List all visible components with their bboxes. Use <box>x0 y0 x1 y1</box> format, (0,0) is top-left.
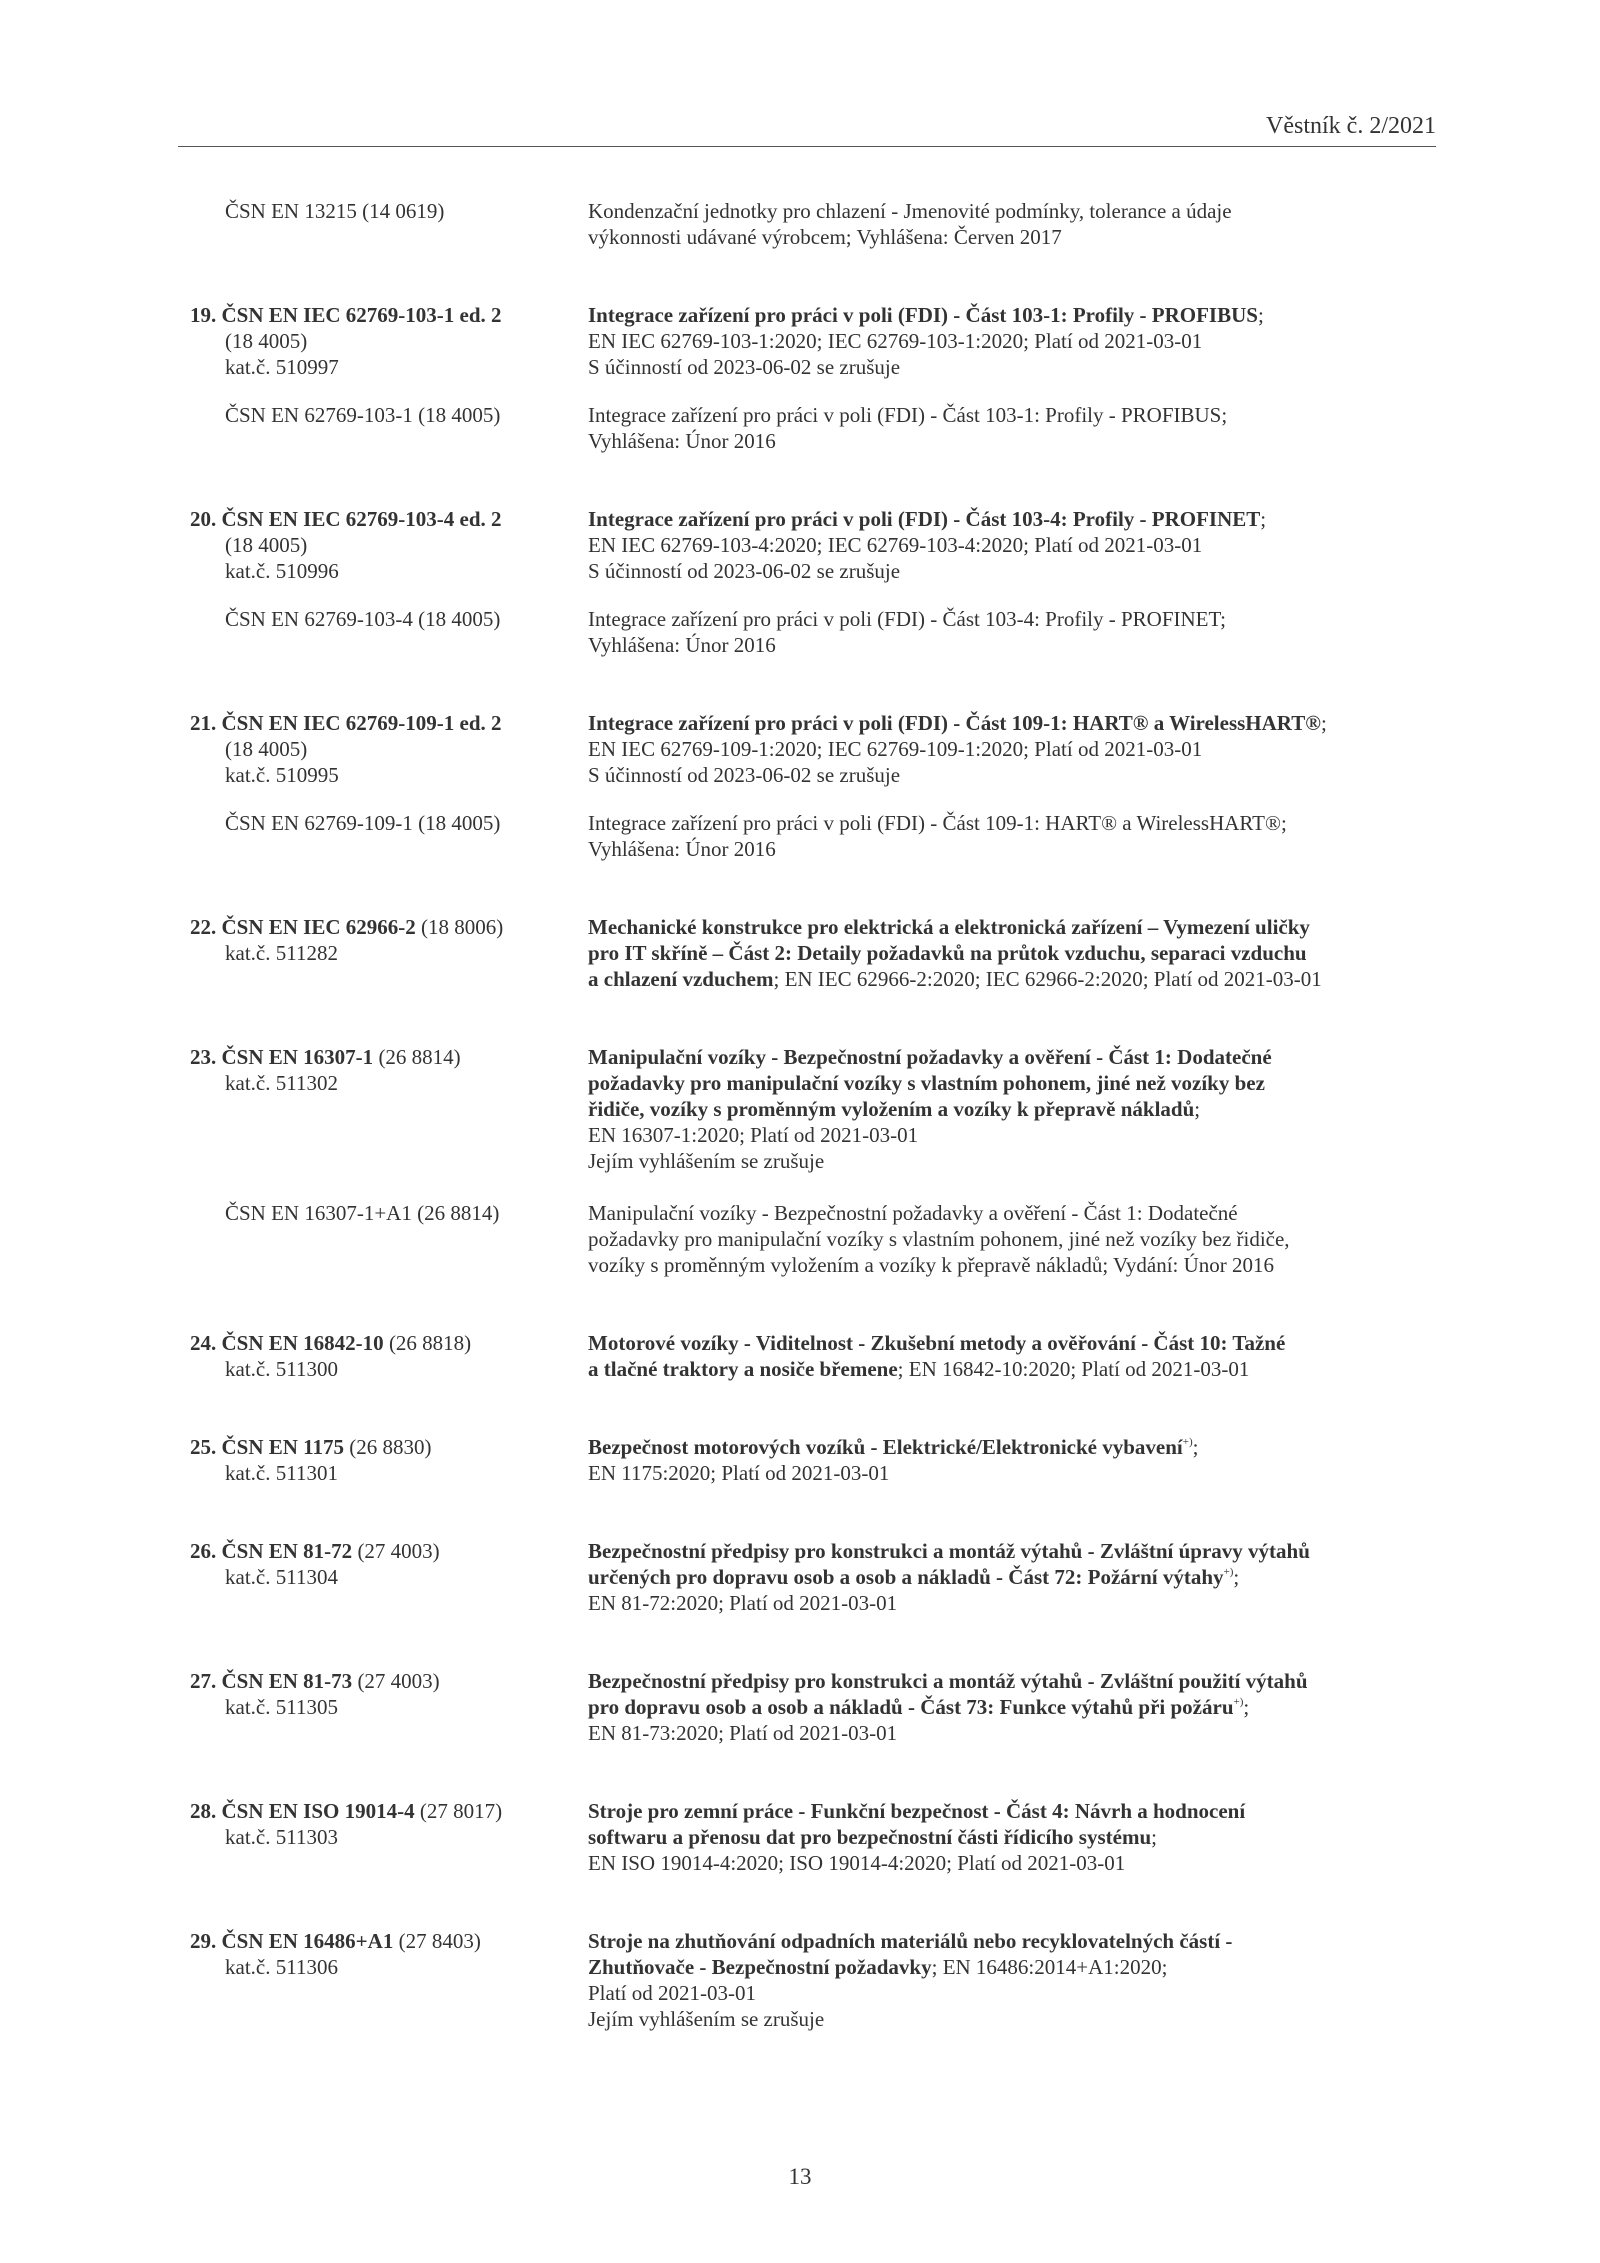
entry-number: 22. <box>190 915 217 939</box>
standard-code: ČSN EN 13215 (14 0619) <box>225 199 445 223</box>
standard-reference: EN 81-73:2020; Platí od 2021-03-01 <box>588 1721 898 1745</box>
entry-number: 19. <box>190 303 217 327</box>
catalog-number: kat.č. 510995 <box>225 763 339 787</box>
entry-23-description <box>588 1044 1438 1174</box>
top-replaced-description <box>588 198 1438 250</box>
catalog-number: kat.č. 511303 <box>225 1825 338 1849</box>
entry-20-standard <box>190 506 560 584</box>
classification: (18 8006) <box>415 915 504 939</box>
standard-reference: ; EN 16842-10:2020; Platí od 2021-03-01 <box>897 1357 1250 1381</box>
classification: (18 4005) <box>225 737 308 761</box>
description-line: Manipulační vozíky - Bezpečnostní požadavky a ověření - Část 1: Dodatečné <box>588 1201 1238 1225</box>
top-replaced-standard <box>190 198 560 224</box>
standard-code: ČSN EN 16842-10 <box>221 1331 384 1355</box>
standard-reference: EN ISO 19014-4:2020; ISO 19014-4:2020; Platí od 2021-03-01 <box>588 1851 1126 1875</box>
title-line: softwaru a přenosu dat pro bezpečnostní části řídicího systému <box>588 1825 1152 1849</box>
standard-reference: EN IEC 62769-109-1:2020; IEC 62769-109-1:2020; Platí od 2021-03-01 <box>588 737 1203 761</box>
entry-27-standard <box>190 1668 560 1720</box>
separator: ; <box>1320 711 1327 735</box>
standard-reference: EN 1175:2020; Platí od 2021-03-01 <box>588 1461 890 1485</box>
standard-code: ČSN EN IEC 62966-2 <box>221 915 416 939</box>
journal-title: Věstník č. 2/2021 <box>1266 113 1436 139</box>
classification: (27 4003) <box>352 1669 440 1693</box>
entry-25-description <box>588 1434 1438 1486</box>
separator: ; <box>1194 1097 1201 1121</box>
classification: (27 4003) <box>352 1539 440 1563</box>
catalog-number: kat.č. 511304 <box>225 1565 338 1589</box>
standard-code: ČSN EN 16307-1 <box>221 1045 374 1069</box>
standard-code: ČSN EN 62769-103-1 (18 4005) <box>225 403 501 427</box>
title-line: pro dopravu osob a osob a nákladů - Část 73: Funkce výtahů při požáru <box>588 1695 1234 1719</box>
standard-code: ČSN EN IEC 62769-109-1 ed. 2 <box>221 711 502 735</box>
validity-note: Jejím vyhlášením se zrušuje <box>588 2007 825 2031</box>
catalog-number: kat.č. 511305 <box>225 1695 338 1719</box>
description-line: Integrace zařízení pro práci v poli (FDI) - Část 103-4: Profily - PROFINET; <box>588 607 1227 631</box>
description-line: Vyhlášena: Únor 2016 <box>588 429 776 453</box>
entry-29-description <box>588 1928 1438 2032</box>
catalog-number: kat.č. 511301 <box>225 1461 338 1485</box>
standard-title: Integrace zařízení pro práci v poli (FDI) - Část 103-1: Profily - PROFIBUS <box>588 303 1258 327</box>
catalog-number: kat.č. 511306 <box>225 1955 338 1979</box>
standard-reference: EN 81-72:2020; Platí od 2021-03-01 <box>588 1591 898 1615</box>
title-line: Stroje na zhutňování odpadních materiálů nebo recyklovatelných částí - <box>588 1929 1233 1953</box>
description-line: Integrace zařízení pro práci v poli (FDI) - Část 103-1: Profily - PROFIBUS; <box>588 403 1228 427</box>
entry-number: 26. <box>190 1539 217 1563</box>
standard-reference: ; EN IEC 62966-2:2020; IEC 62966-2:2020; Platí od 2021-03-01 <box>773 967 1322 991</box>
entry-21-description <box>588 710 1438 788</box>
validity-note: S účinností od 2023-06-02 se zrušuje <box>588 763 901 787</box>
title-line: Zhutňovače - Bezpečnostní požadavky <box>588 1955 932 1979</box>
entry-number: 25. <box>190 1435 217 1459</box>
entry-23-replaced-description <box>588 1200 1438 1278</box>
footnote-marker: +) <box>1182 1436 1193 1448</box>
catalog-number: kat.č. 511302 <box>225 1071 338 1095</box>
standard-code: ČSN EN ISO 19014-4 <box>221 1799 415 1823</box>
title-line: pro IT skříně – Část 2: Detaily požadavků na průtok vzduchu, separaci vzduchu <box>588 941 1307 965</box>
entry-number: 20. <box>190 507 217 531</box>
title-line: Manipulační vozíky - Bezpečnostní požadavky a ověření - Část 1: Dodatečné <box>588 1045 1272 1069</box>
entry-number: 23. <box>190 1045 217 1069</box>
entry-number: 27. <box>190 1669 217 1693</box>
validity-note: S účinností od 2023-06-02 se zrušuje <box>588 559 901 583</box>
description-line: Kondenzační jednotky pro chlazení - Jmenovité podmínky, tolerance a údaje <box>588 199 1232 223</box>
footnote-marker: +) <box>1233 1696 1244 1708</box>
catalog-number: kat.č. 510996 <box>225 559 339 583</box>
standard-code: ČSN EN IEC 62769-103-1 ed. 2 <box>221 303 502 327</box>
entry-29-standard <box>190 1928 560 1980</box>
description-line: Vyhlášena: Únor 2016 <box>588 837 776 861</box>
standard-title: Integrace zařízení pro práci v poli (FDI) - Část 103-4: Profily - PROFINET <box>588 507 1261 531</box>
title-line: Bezpečnost motorových vozíků - Elektrické/Elektronické vybavení <box>588 1435 1183 1459</box>
separator: ; <box>1151 1825 1157 1849</box>
title-line: Bezpečnostní předpisy pro konstrukci a montáž výtahů - Zvláštní použití výtahů <box>588 1669 1308 1693</box>
entry-22-standard <box>190 914 560 966</box>
standard-code: ČSN EN 62769-103-4 (18 4005) <box>225 607 501 631</box>
entry-19-description <box>588 302 1438 380</box>
standard-reference: EN IEC 62769-103-1:2020; IEC 62769-103-1:2020; Platí od 2021-03-01 <box>588 329 1203 353</box>
entry-19-replaced-standard <box>190 402 560 428</box>
classification: (27 8017) <box>414 1799 503 1823</box>
standard-code: ČSN EN 1175 <box>221 1435 345 1459</box>
classification: (26 8814) <box>373 1045 461 1069</box>
page-header <box>178 112 1436 147</box>
standard-code: ČSN EN 81-73 <box>221 1669 353 1693</box>
entry-28-description <box>588 1798 1438 1876</box>
catalog-number: kat.č. 511282 <box>225 941 338 965</box>
entry-25-standard <box>190 1434 560 1486</box>
standard-code: ČSN EN 16486+A1 <box>221 1929 394 1953</box>
separator: ; <box>1257 303 1264 327</box>
entry-21-replaced-standard <box>190 810 560 836</box>
title-line: Mechanické konstrukce pro elektrická a elektronická zařízení – Vymezení uličky <box>588 915 1310 939</box>
classification: (18 4005) <box>225 329 308 353</box>
entry-23-replaced-standard <box>190 1200 560 1226</box>
classification: (27 8403) <box>393 1929 481 1953</box>
entry-20-replaced-description <box>588 606 1438 658</box>
entry-21-standard <box>190 710 560 788</box>
title-line: požadavky pro manipulační vozíky s vlastním pohonem, jiné než vozíky bez <box>588 1071 1265 1095</box>
separator: ; <box>1260 507 1267 531</box>
page-number: 13 <box>788 2164 812 2189</box>
description-line: výkonnosti udávané výrobcem; Vyhlášena: Červen 2017 <box>588 225 1062 249</box>
standard-code: ČSN EN 81-72 <box>221 1539 353 1563</box>
title-line: Motorové vozíky - Viditelnost - Zkušební metody a ověřování - Část 10: Tažné <box>588 1331 1286 1355</box>
separator: ; <box>1192 1435 1199 1459</box>
separator: ; <box>1233 1565 1240 1589</box>
standard-reference: EN 16307-1:2020; Platí od 2021-03-01 <box>588 1123 919 1147</box>
standard-reference: EN IEC 62769-103-4:2020; IEC 62769-103-4:2020; Platí od 2021-03-01 <box>588 533 1203 557</box>
title-line: a chlazení vzduchem <box>588 967 774 991</box>
title-line: Stroje pro zemní práce - Funkční bezpečnost - Část 4: Návrh a hodnocení <box>588 1799 1246 1823</box>
entry-21-replaced-description <box>588 810 1438 862</box>
classification: (18 4005) <box>225 533 308 557</box>
entry-26-description <box>588 1538 1438 1616</box>
description-line: vozíky s proměnným vyložením a vozíky k přepravě nákladů; Vydání: Únor 2016 <box>588 1253 1275 1277</box>
entry-number: 28. <box>190 1799 217 1823</box>
classification: (26 8830) <box>344 1435 432 1459</box>
entry-23-standard <box>190 1044 560 1096</box>
description-line: požadavky pro manipulační vozíky s vlastním pohonem, jiné než vozíky bez řidiče, <box>588 1227 1290 1251</box>
catalog-number: kat.č. 510997 <box>225 355 339 379</box>
validity-note: S účinností od 2023-06-02 se zrušuje <box>588 355 901 379</box>
entry-24-standard <box>190 1330 560 1382</box>
footnote-marker: +) <box>1223 1566 1234 1578</box>
standard-code: ČSN EN 16307-1+A1 (26 8814) <box>225 1201 500 1225</box>
description-line: Integrace zařízení pro práci v poli (FDI) - Část 109-1: HART® a WirelessHART®; <box>588 811 1287 835</box>
entry-number: 29. <box>190 1929 217 1953</box>
title-line: řidiče, vozíky s proměnným vyložením a vozíky k přepravě nákladů <box>588 1097 1195 1121</box>
entry-24-description <box>588 1330 1438 1382</box>
standard-code: ČSN EN IEC 62769-103-4 ed. 2 <box>221 507 502 531</box>
catalog-number: kat.č. 511300 <box>225 1357 338 1381</box>
entry-number: 24. <box>190 1331 217 1355</box>
validity-date: Platí od 2021-03-01 <box>588 1981 756 2005</box>
entry-20-replaced-standard <box>190 606 560 632</box>
title-line: Bezpečnostní předpisy pro konstrukci a montáž výtahů - Zvláštní úpravy výtahů <box>588 1539 1310 1563</box>
standard-reference: ; EN 16486:2014+A1:2020; <box>931 1955 1168 1979</box>
validity-note: Jejím vyhlášením se zrušuje <box>588 1149 825 1173</box>
entry-28-standard <box>190 1798 560 1850</box>
entry-20-description <box>588 506 1438 584</box>
title-line: určených pro dopravu osob a osob a nákladů - Část 72: Požární výtahy <box>588 1565 1224 1589</box>
entry-19-replaced-description <box>588 402 1438 454</box>
entry-22-description <box>588 914 1438 992</box>
description-line: Vyhlášena: Únor 2016 <box>588 633 776 657</box>
standard-code: ČSN EN 62769-109-1 (18 4005) <box>225 811 501 835</box>
title-line: a tlačné traktory a nosiče břemene <box>588 1357 898 1381</box>
entry-19-standard <box>190 302 560 380</box>
standard-title: Integrace zařízení pro práci v poli (FDI) - Část 109-1: HART® a WirelessHART® <box>588 711 1321 735</box>
separator: ; <box>1243 1695 1250 1719</box>
classification: (26 8818) <box>383 1331 472 1355</box>
entry-26-standard <box>190 1538 560 1590</box>
entry-number: 21. <box>190 711 217 735</box>
entry-27-description <box>588 1668 1438 1746</box>
